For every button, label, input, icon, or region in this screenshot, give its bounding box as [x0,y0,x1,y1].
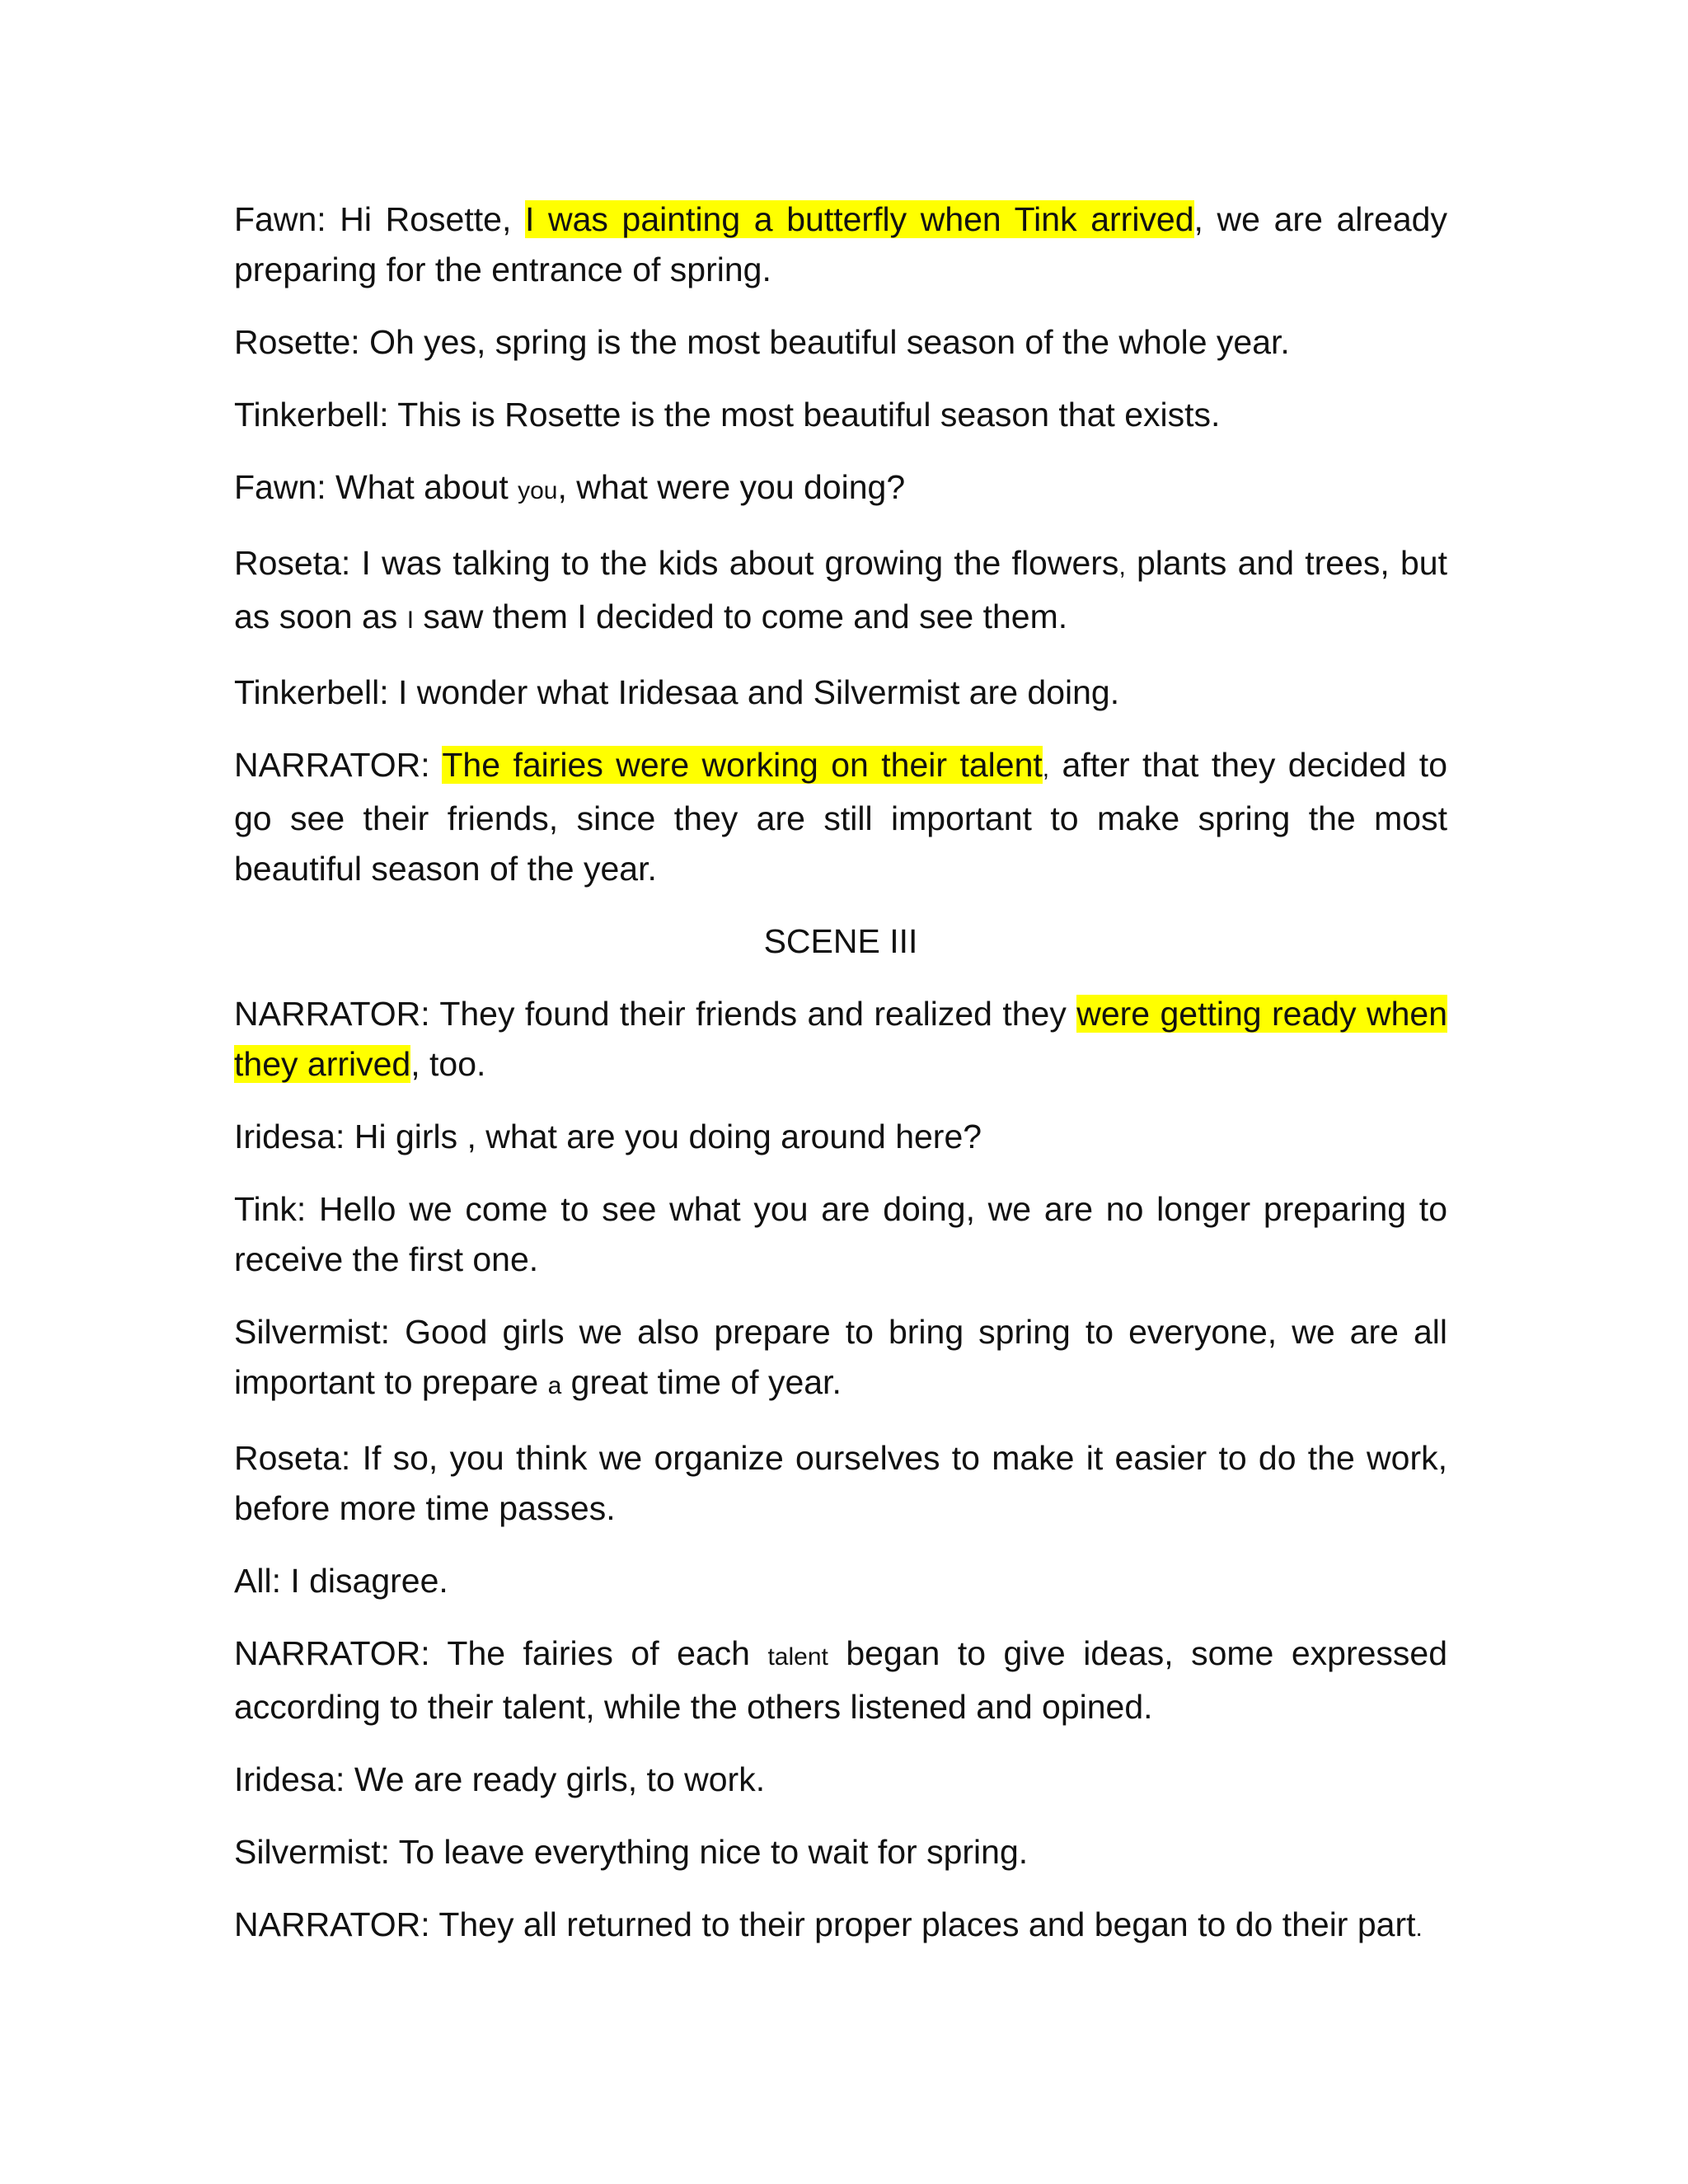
small-text: you [518,477,558,504]
small-text: . [1415,1915,1423,1942]
document-page [234,194,1447,1975]
dialogue-text: began to give ideas, some expressed according to their talent, while the others listened and opined. [234,1634,1447,1726]
small-text: , [1042,755,1050,782]
paragraph-narrator-3 [234,1629,1447,1732]
dialogue-text: Silvermist: Good girls we also prepare to bring spring to everyone, we are all important to prepare [234,1313,1447,1401]
paragraph-silvermist-2: Silvermist: To leave everything nice to wait for spring. [234,1833,1029,1871]
dialogue-text: plants and trees, but as soon as [234,544,1447,635]
paragraph-roseta-1 [234,538,1447,645]
paragraph-silvermist-1 [234,1307,1447,1411]
highlighted-text: were getting ready when they arrived [234,995,1447,1083]
paragraph-tink-1: Tink: Hello we come to see what you are doing, we are no longer preparing to receive the first one. [234,1190,1447,1278]
dialogue-text: , too. [410,1045,486,1083]
small-text: talent [767,1643,828,1671]
highlighted-text: The fairies were working on their talent [442,746,1043,784]
paragraph-tinkerbell-2: Tinkerbell: I wonder what Iridesaa and Silvermist are doing. [234,673,1120,711]
paragraph-rosette-1: Rosette: Oh yes, spring is the most beautiful season of the whole year. [234,323,1290,361]
paragraph-narrator-2 [234,989,1447,1090]
dialogue-text: NARRATOR: The fairies of each [234,1634,768,1672]
dialogue-text: , we are already preparing for the entrance of spring. [234,200,1447,288]
dialogue-text: great time of year. [561,1363,842,1401]
paragraph-narrator-4 [234,1900,1447,1953]
paragraph-iridesa-1: Iridesa: Hi girls , what are you doing around here? [234,1118,982,1155]
paragraph-iridesa-2: Iridesa: We are ready girls, to work. [234,1760,766,1798]
paragraph-roseta-2: Roseta: If so, you think we organize ourselves to make it easier to do the work, before more time passes. [234,1439,1447,1527]
dialogue-text: , what were you doing? [557,468,906,506]
small-text: , [1118,553,1126,580]
paragraph-fawn-2 [234,462,1447,516]
highlighted-text: I was painting a butterfly when Tink arrived [524,200,1194,238]
dialogue-text: saw them I decided to come and see them. [414,598,1068,635]
paragraph-narrator-1 [234,740,1447,894]
paragraph-tinkerbell-1: Tinkerbell: This is Rosette is the most beautiful season that exists. [234,396,1221,434]
dialogue-text: Fawn: Hi Rosette, [234,200,525,238]
small-text: a [547,1372,562,1399]
small-text: I [406,607,415,634]
dialogue-text: NARRATOR: They found their friends and realized they [234,995,1077,1033]
dialogue-text: Roseta: I was talking to the kids about growing the flowers [234,544,1119,582]
paragraph-all-1: All: I disagree. [234,1562,448,1600]
dialogue-text: after that they decided to go see their friends, since they are still important to make spring the most beautiful season of the year. [234,746,1448,888]
dialogue-text: NARRATOR: They all returned to their proper places and began to do their part [234,1905,1416,1943]
scene-heading: SCENE III [763,922,918,960]
paragraph-fawn-1 [234,194,1447,295]
dialogue-text: Fawn: What about [234,468,518,506]
dialogue-text: NARRATOR: [234,746,443,784]
